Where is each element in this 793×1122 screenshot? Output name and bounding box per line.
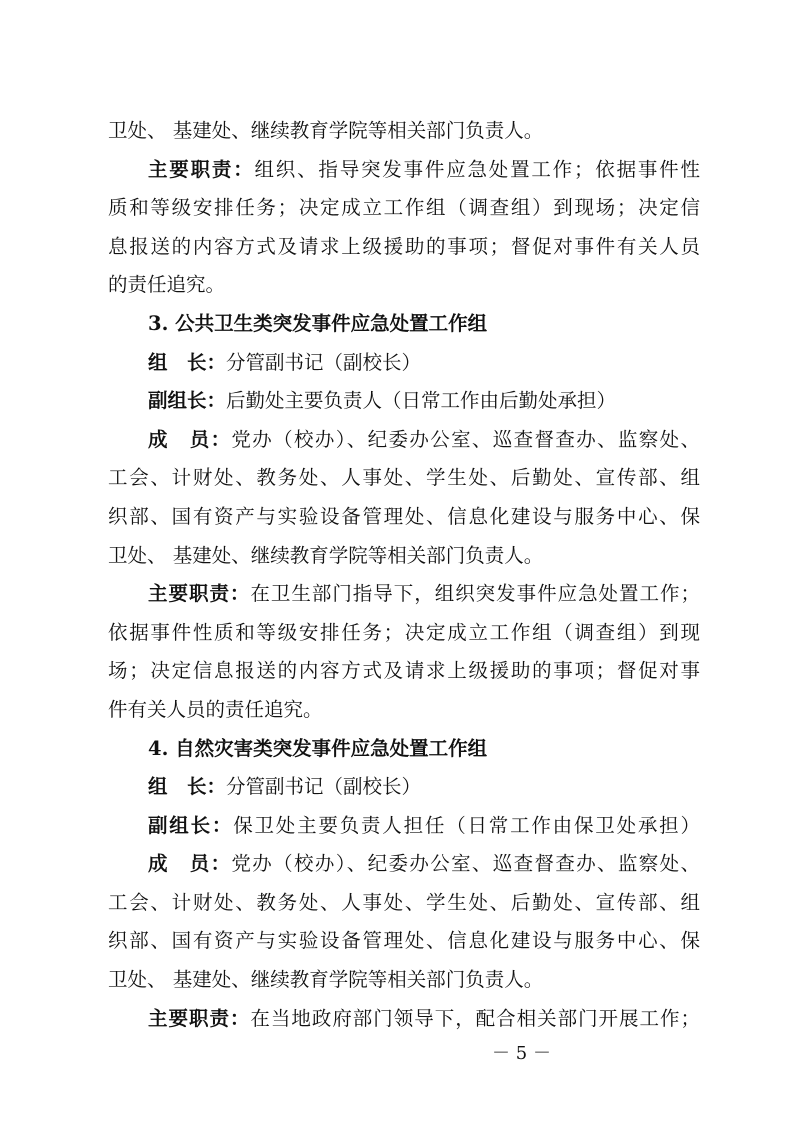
text-line: [108, 1000, 700, 1039]
text-line: [108, 266, 700, 305]
field-label: 副组长：: [148, 389, 227, 413]
line-text: 党办（校办）、纪委办公室、巡查督查办、监察处、: [231, 427, 700, 451]
text-line: [108, 382, 700, 421]
text-line: [108, 151, 700, 190]
text-line: [108, 498, 700, 537]
text-line: [108, 459, 700, 498]
section-heading: [108, 305, 700, 344]
text-line: [108, 228, 700, 267]
line-text: 的责任追究。: [108, 273, 226, 297]
heading-text: 3. 公共卫生类突发事件应急处置工作组: [148, 311, 488, 335]
line-text: 分管副书记（副校长）: [226, 350, 422, 374]
field-label: 主要职责：: [148, 157, 255, 181]
section-heading: [108, 730, 700, 769]
line-text: 卫处、 基建处、继续教育学院等相关部门负责人。: [108, 968, 544, 992]
line-text: 在卫生部门指导下，组织突发事件应急处置工作；: [250, 582, 700, 606]
line-text: 党办（校办）、纪委办公室、巡查督查办、监察处、: [231, 852, 700, 876]
line-text: 织部、国有资产与实验设备管理处、信息化建设与服务中心、保: [108, 929, 700, 953]
line-text: 后勤处主要负责人（日常工作由后勤处承担）: [226, 389, 617, 413]
line-text: 质和等级安排任务；决定成立工作组（调查组）到现场；决定信: [108, 196, 700, 220]
line-text: 工会、计财处、教务处、人事处、学生处、后勤处、宣传部、组: [108, 890, 700, 914]
text-line: [108, 922, 700, 961]
text-line: [108, 652, 700, 691]
field-label: 组 长：: [148, 350, 227, 374]
line-text: 息报送的内容方式及请求上级援助的事项；督促对事件有关人员: [108, 234, 700, 258]
text-line: [108, 884, 700, 923]
text-line: [108, 575, 700, 614]
field-label: 组 长：: [148, 775, 227, 799]
text-line: [108, 961, 700, 1000]
page-number: － 5 －: [492, 1043, 551, 1064]
line-text: 工会、计财处、教务处、人事处、学生处、后勤处、宣传部、组: [108, 466, 700, 490]
line-text: 组织、指导突发事件应急处置工作；依据事件性: [254, 157, 700, 181]
text-line: [108, 768, 700, 807]
text-line: [108, 112, 700, 151]
text-line: [108, 537, 700, 576]
line-text: 件有关人员的责任追究。: [108, 697, 323, 721]
field-label: 成 员：: [148, 427, 232, 451]
field-label: 主要职责：: [148, 1006, 251, 1030]
text-line: [108, 421, 700, 460]
document-body: [108, 112, 700, 1038]
line-text: 织部、国有资产与实验设备管理处、信息化建设与服务中心、保: [108, 504, 700, 528]
text-line: [108, 344, 700, 383]
line-text: 保卫处主要负责人担任（日常工作由保卫处承担）: [233, 813, 700, 837]
text-line: [108, 845, 700, 884]
line-text: 卫处、 基建处、继续教育学院等相关部门负责人。: [108, 543, 544, 567]
text-line: [108, 614, 700, 653]
line-text: 依据事件性质和等级安排任务；决定成立工作组（调查组）到现: [108, 620, 700, 644]
field-label: 副组长：: [148, 813, 234, 837]
text-line: [108, 691, 700, 730]
line-text: 场；决定信息报送的内容方式及请求上级援助的事项；督促对事: [108, 659, 700, 683]
line-text: 分管副书记（副校长）: [226, 775, 422, 799]
text-line: [108, 189, 700, 228]
field-label: 主要职责：: [148, 582, 251, 606]
heading-text: 4. 自然灾害类突发事件应急处置工作组: [148, 736, 488, 760]
line-text: 卫处、 基建处、继续教育学院等相关部门负责人。: [108, 119, 544, 142]
field-label: 成 员：: [148, 852, 232, 876]
line-text: 在当地政府部门领导下，配合相关部门开展工作；: [250, 1006, 700, 1030]
text-line: [108, 807, 700, 846]
